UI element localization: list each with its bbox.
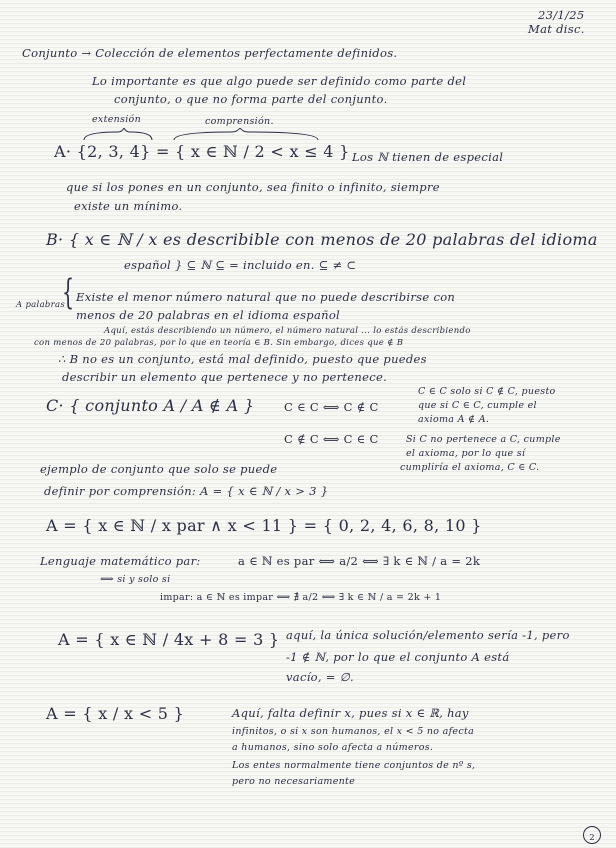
language-label: Lenguaje matemático par:: [40, 554, 201, 568]
relation-1: C ∈ C ⟺ C ∉ C: [284, 400, 379, 414]
set-c: C· { conjunto A / A ∉ A }: [46, 396, 255, 415]
set-a-extension: A· {2, 3, 4} = { x ∈ ℕ / 2 < x ≤ 4 }: [54, 142, 350, 161]
paradox-note-1: Aquí, estás describiendo un número, el número natural ... lo estás describiendo: [104, 326, 471, 336]
even-definition: a ∈ ℕ es par ⟺ a/2 ⟺ ∃ k ∈ ℕ / a = 2k: [238, 554, 481, 568]
relation-2: C ∉ C ⟺ C ∈ C: [284, 432, 379, 446]
natural-note-1: Los ℕ tienen de especial: [352, 150, 504, 164]
natural-note-3: existe un mínimo.: [74, 199, 183, 213]
undefined-note-3: a humanos, sino solo afecta a números.: [232, 742, 434, 753]
undefined-note-1: Aquí, falta definir x, pues si x ∈ ℝ, hay: [232, 706, 469, 720]
c-note-5: el axioma, por lo que sí: [406, 448, 526, 459]
paradox-note-2: con menos de 20 palabras, por lo que en teoría ∈ B. Sin embargo, dices que ∉ B: [34, 338, 404, 348]
conclusion-line-2: describir un elemento que pertenece y no pertenece.: [62, 370, 388, 384]
c-note-2: que si C ∈ C, cumple el: [418, 400, 537, 411]
set-undefined: A = { x / x < 5 }: [46, 704, 185, 723]
definition-line-2: conjunto, o que no forma parte del conjunto.: [114, 92, 388, 106]
side-label: A palabras: [16, 300, 66, 310]
course-label: Mat disc.: [528, 22, 585, 36]
conclusion-line-1: ∴ B no es un conjunto, está mal definido, puesto que puedes: [58, 352, 427, 366]
empty-note-1: aquí, la única solución/elemento sería -1, pero: [286, 628, 570, 642]
iff-label: ⟺ si y solo si: [100, 574, 171, 585]
extension-label: extensión: [92, 114, 141, 125]
c-note-4: Si C no pertenece a C, cumple: [406, 434, 561, 445]
undefined-note-5: pero no necesariamente: [232, 776, 356, 787]
natural-note-2: que si los pones en un conjunto, sea finito o infinito, siempre: [66, 180, 440, 194]
definition-title: Conjunto → Colección de elementos perfectamente definidos.: [22, 46, 398, 60]
c-note-1: C ∈ C solo si C ∉ C, puesto: [418, 386, 556, 397]
empty-note-3: vacío, = ∅.: [286, 670, 354, 684]
set-b-line-2: español } ⊆ ℕ ⊆ = incluido en. ⊆ ≠ ⊂: [124, 258, 357, 272]
even-set: A = { x ∈ ℕ / x par ∧ x < 11 } = { 0, 2, 4, 6, 8, 10 }: [46, 516, 482, 535]
paradox-line-2: menos de 20 palabras en el idioma español: [76, 308, 341, 322]
c-note-3: axioma A ∉ A.: [418, 414, 490, 425]
page-number: 2: [589, 833, 595, 843]
odd-definition: impar: a ∈ ℕ es impar ⟺ ∄ a/2 ⟺ ∃ k ∈ ℕ / a = 2k + 1: [160, 592, 442, 603]
c-note-6: cumpliría el axioma, C ∈ C.: [400, 462, 540, 473]
paradox-brace: {: [62, 273, 75, 313]
undefined-note-4: Los entes normalmente tiene conjuntos de nº s,: [232, 760, 476, 771]
comp-example-line-2: definir por comprensión: A = { x ∈ ℕ / x > 3 }: [44, 484, 329, 498]
date: 23/1/25: [538, 8, 585, 22]
page-number-circle: [583, 826, 601, 844]
empty-note-2: -1 ∉ ℕ, por lo que el conjunto A está: [286, 650, 510, 664]
set-b-line-1: B· { x ∈ ℕ / x es describible con menos de 20 palabras del idioma: [46, 230, 598, 249]
comprehension-label: comprensión.: [205, 116, 274, 127]
braces-over-sets: [82, 128, 322, 142]
comp-example-line-1: ejemplo de conjunto que solo se puede: [40, 462, 278, 476]
undefined-note-2: infinitos, o si x son humanos, el x < 5 no afecta: [232, 726, 475, 737]
definition-line-1: Lo importante es que algo puede ser definido como parte del: [92, 74, 467, 88]
set-empty: A = { x ∈ ℕ / 4x + 8 = 3 }: [58, 630, 280, 649]
paradox-line-1: Existe el menor número natural que no puede describirse con: [76, 290, 456, 304]
